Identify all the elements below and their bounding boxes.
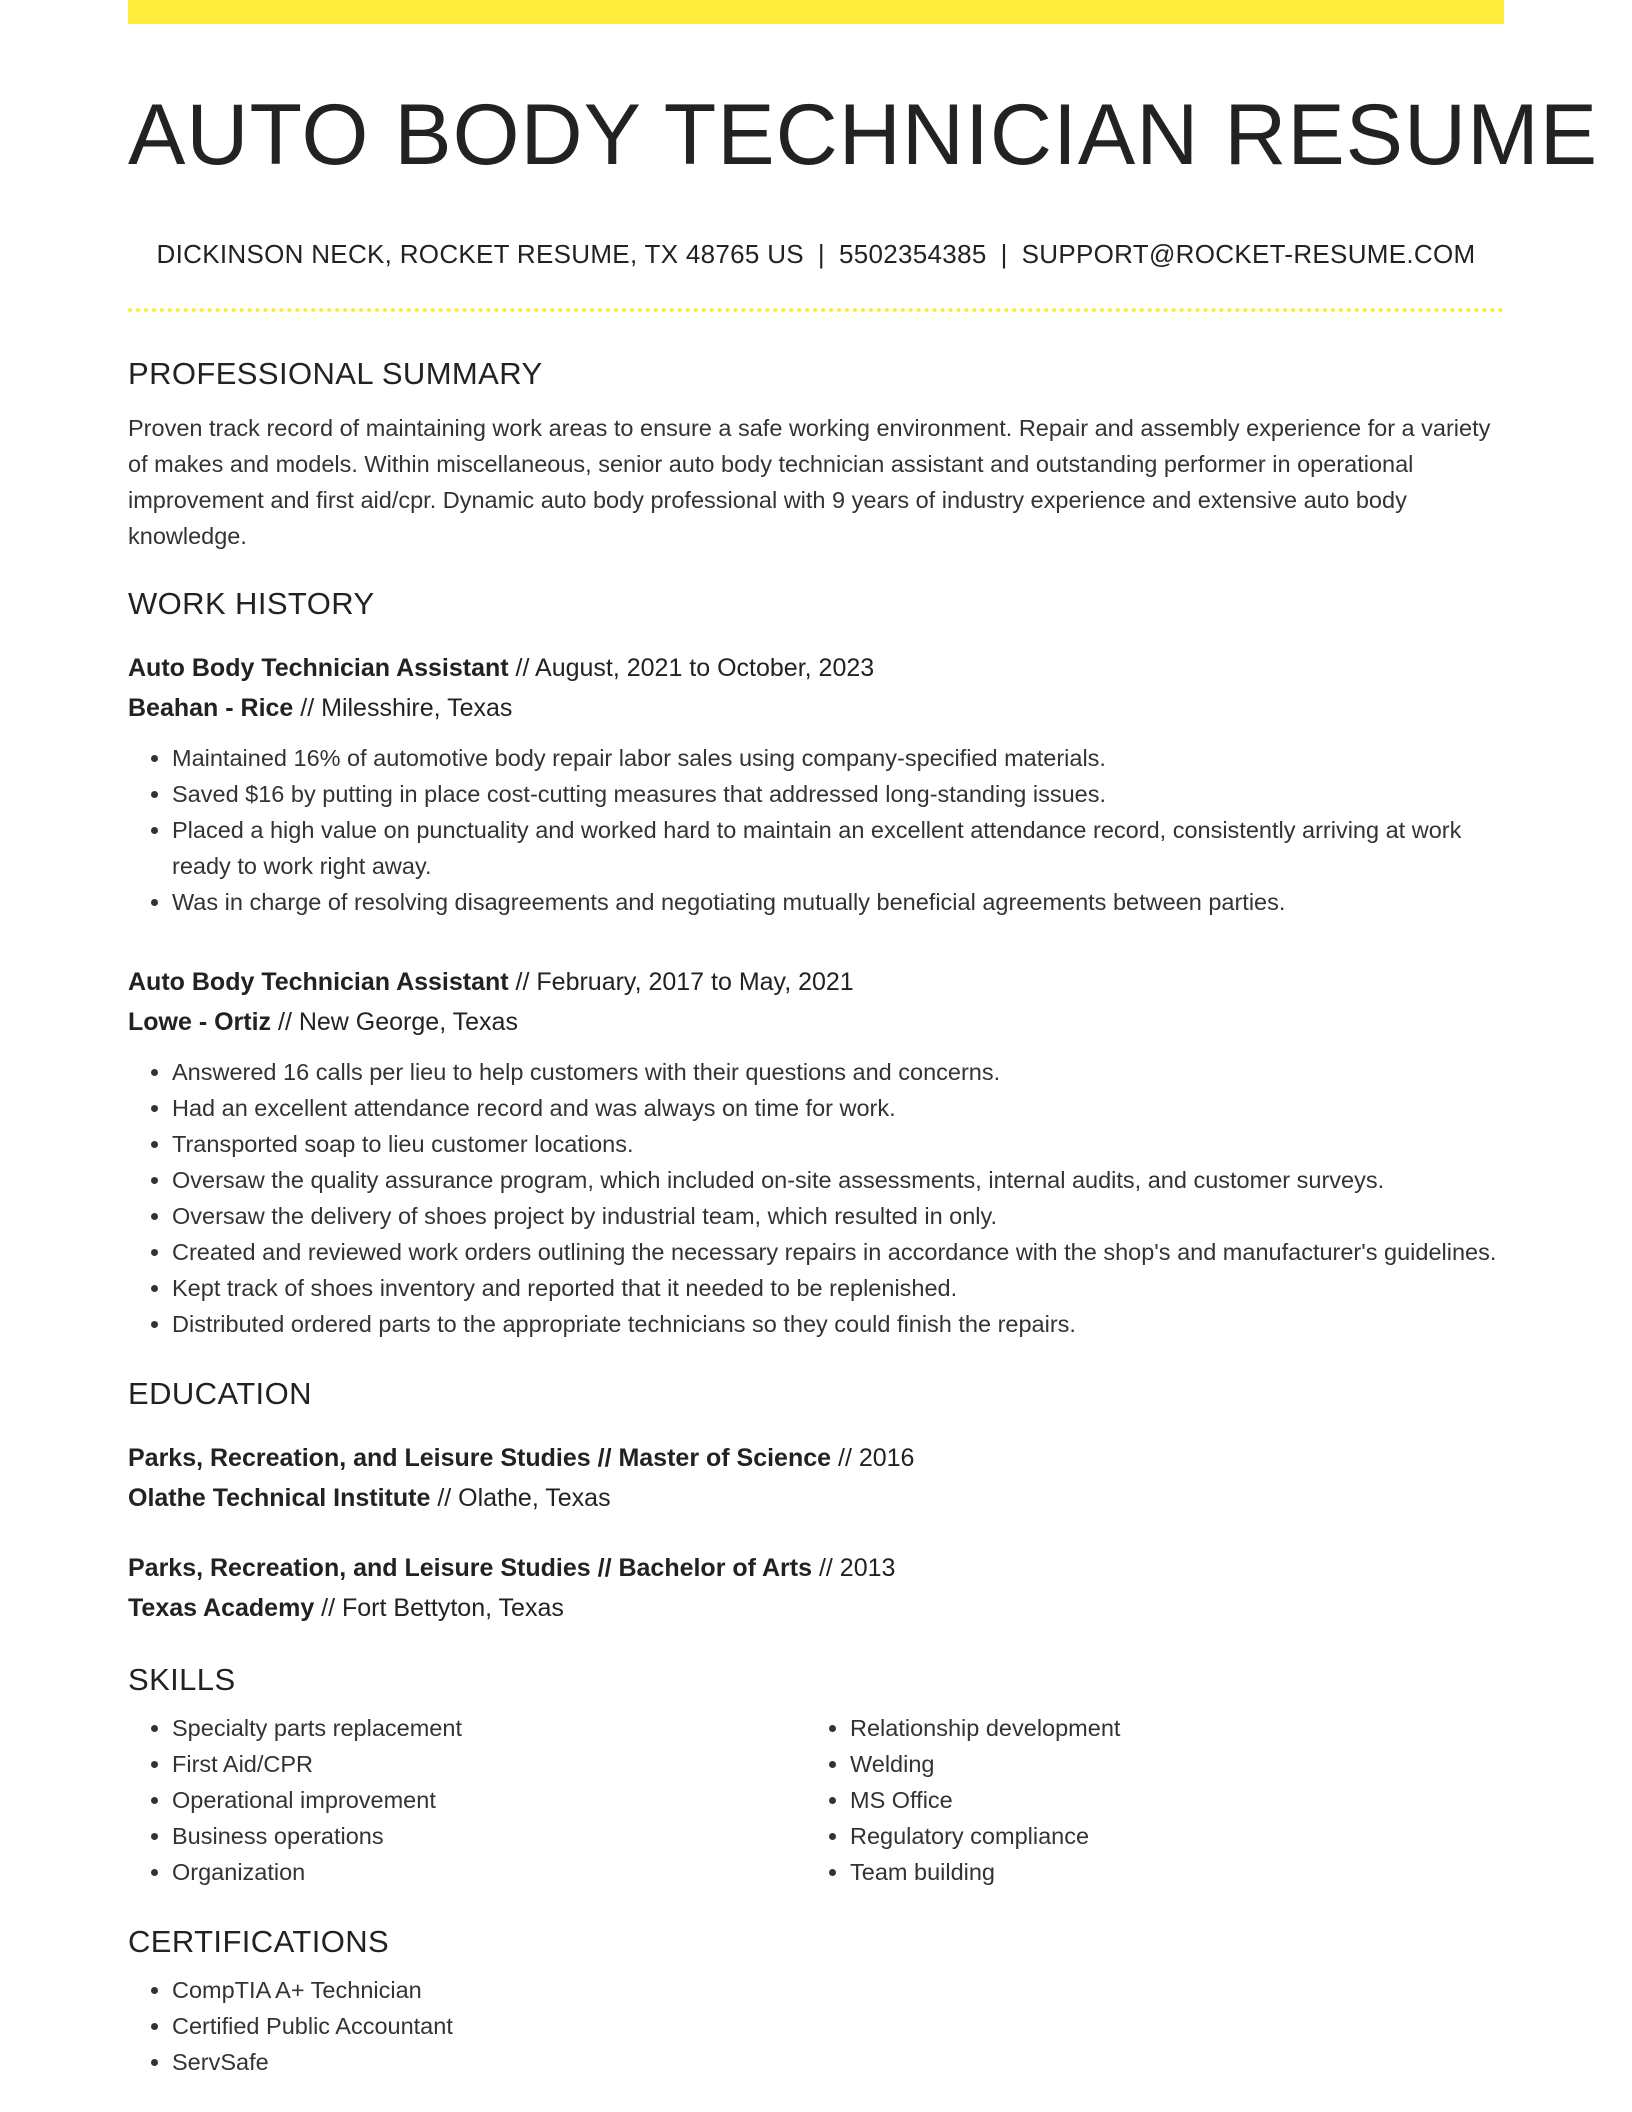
job-entry <box>128 648 1504 920</box>
list-item: • Business operations <box>172 1818 806 1854</box>
resume-page <box>128 0 1599 2080</box>
contact-separator: | <box>817 239 825 270</box>
job-bullets <box>128 740 1504 920</box>
education-entry <box>128 1438 1504 1518</box>
list-item: • Regulatory compliance <box>850 1818 1484 1854</box>
accent-bar <box>128 0 1504 24</box>
degree-year: // 2013 <box>812 1554 896 1583</box>
contact-phone: 5502354385 <box>838 239 987 270</box>
resume-title: AUTO BODY TECHNICIAN RESUME <box>128 87 1599 183</box>
skills-grid <box>128 1710 1504 1890</box>
degree-line <box>128 1438 1504 1478</box>
job-location: // Milesshire, Texas <box>293 694 513 723</box>
list-item: • Distributed ordered parts to the appropriate technicians so they could finish the repairs. <box>172 1306 1504 1342</box>
list-item: • ServSafe <box>172 2044 1504 2080</box>
work-history-heading: WORK HISTORY <box>128 586 375 622</box>
list-item: • Maintained 16% of automotive body repair labor sales using company-specified materials. <box>172 740 1504 776</box>
job-bullets <box>128 1054 1504 1342</box>
contact-line <box>128 239 1504 270</box>
contact-address: DICKINSON NECK, ROCKET RESUME, TX 48765 US <box>156 239 804 270</box>
list-item: • First Aid/CPR <box>172 1746 806 1782</box>
list-item: • Organization <box>172 1854 806 1890</box>
education-heading: EDUCATION <box>128 1376 312 1412</box>
job-title-line <box>128 648 1504 688</box>
list-item: • Operational improvement <box>172 1782 806 1818</box>
contact-separator: | <box>1000 239 1008 270</box>
certifications-list <box>128 1972 1504 2080</box>
contact-email: SUPPORT@ROCKET-RESUME.COM <box>1021 239 1476 270</box>
list-item: • Was in charge of resolving disagreements and negotiating mutually beneficial agreements between parties. <box>172 884 1504 920</box>
school: Olathe Technical Institute <box>128 1484 431 1513</box>
school-line <box>128 1478 1504 1518</box>
list-item: • Welding <box>850 1746 1484 1782</box>
job-entry <box>128 962 1504 1342</box>
list-item: • Relationship development <box>850 1710 1484 1746</box>
list-item: • Created and reviewed work orders outlining the necessary repairs in accordance with the shop's and manufacturer's guidelines. <box>172 1234 1504 1270</box>
job-dates: // February, 2017 to May, 2021 <box>508 968 854 997</box>
skills-heading: SKILLS <box>128 1662 236 1698</box>
list-item: • Transported soap to lieu customer locations. <box>172 1126 1504 1162</box>
job-title: Auto Body Technician Assistant <box>128 654 509 683</box>
school-line <box>128 1588 1504 1628</box>
degree: Parks, Recreation, and Leisure Studies // Bachelor of Arts <box>128 1554 813 1583</box>
summary-heading: PROFESSIONAL SUMMARY <box>128 356 543 392</box>
list-item: • Oversaw the quality assurance program, which included on-site assessments, internal audits, and customer surveys. <box>172 1162 1504 1198</box>
dotted-divider <box>128 308 1504 312</box>
job-title: Auto Body Technician Assistant <box>128 968 509 997</box>
list-item: • Certified Public Accountant <box>172 2008 1504 2044</box>
job-dates: // August, 2021 to October, 2023 <box>508 654 875 683</box>
list-item: • Saved $16 by putting in place cost-cutting measures that addressed long-standing issues. <box>172 776 1504 812</box>
job-company: Lowe - Ortiz <box>128 1008 272 1037</box>
job-location: // New George, Texas <box>271 1008 518 1037</box>
skills-left-list <box>128 1710 806 1890</box>
list-item: • MS Office <box>850 1782 1484 1818</box>
list-item: • CompTIA A+ Technician <box>172 1972 1504 2008</box>
school-location: // Olathe, Texas <box>430 1484 611 1513</box>
school: Texas Academy <box>128 1594 315 1623</box>
degree-line <box>128 1548 1504 1588</box>
job-company-line <box>128 1002 1504 1042</box>
degree: Parks, Recreation, and Leisure Studies // Master of Science <box>128 1444 832 1473</box>
school-location: // Fort Bettyton, Texas <box>314 1594 564 1623</box>
list-item: • Team building <box>850 1854 1484 1890</box>
degree-year: // 2016 <box>831 1444 915 1473</box>
skills-right-list <box>806 1710 1484 1890</box>
job-company-line <box>128 688 1504 728</box>
summary-text: Proven track record of maintaining work areas to ensure a safe working environment. Repair and assembly experience for a variety of makes and models. Within miscellaneous, senior auto body technician assistant and outstanding performer in operational improvement and first aid/cpr. Dynamic auto body professional with 9 years of industry experience and extensive auto body knowledge. <box>128 415 1491 550</box>
certifications-heading: CERTIFICATIONS <box>128 1924 390 1960</box>
education-entry <box>128 1548 1504 1628</box>
job-title-line <box>128 962 1504 1002</box>
list-item: • Placed a high value on punctuality and worked hard to maintain an excellent attendance record, consistently arriving at work ready to work right away. <box>172 812 1504 884</box>
list-item: • Answered 16 calls per lieu to help customers with their questions and concerns. <box>172 1054 1504 1090</box>
list-item: • Had an excellent attendance record and was always on time for work. <box>172 1090 1504 1126</box>
job-company: Beahan - Rice <box>128 694 294 723</box>
list-item: • Oversaw the delivery of shoes project by industrial team, which resulted in only. <box>172 1198 1504 1234</box>
list-item: • Specialty parts replacement <box>172 1710 806 1746</box>
list-item: • Kept track of shoes inventory and reported that it needed to be replenished. <box>172 1270 1504 1306</box>
